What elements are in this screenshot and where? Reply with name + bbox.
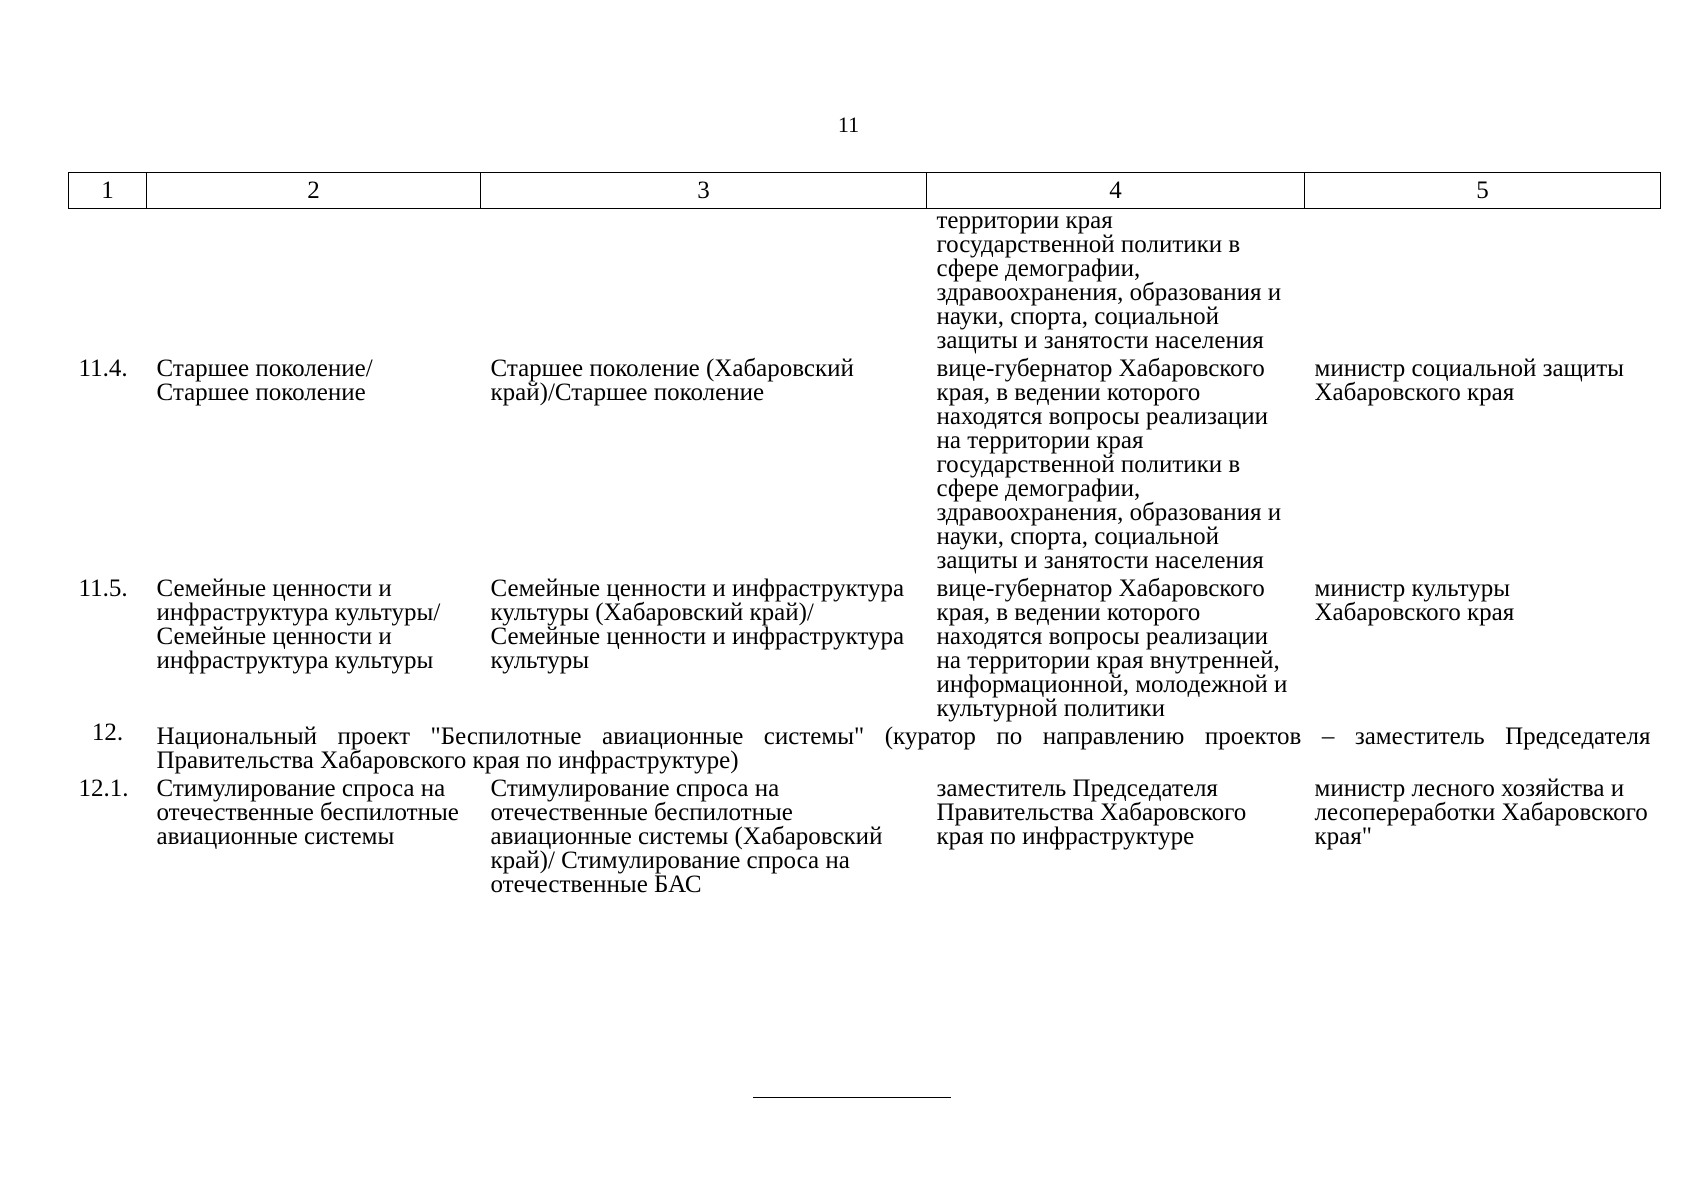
- continuation-curator-cell: территории края государственной политики в сфере демографии, здравоохранения, образования и науки, спорта, социальной защиты и занятости населения: [936, 207, 1282, 354]
- page-number: 11: [837, 112, 860, 137]
- regional-project-name: Семейные ценности и инфраструктура культуры (Хабаровский край)/Семейные ценности и инфраструктура культуры: [490, 575, 905, 674]
- row-number: 11.4.: [78, 355, 128, 382]
- regional-project-name: Стимулирование спроса на отечественные беспилотные авиационные системы (Хабаровский край)/ Стимулирование спроса на отечественные БАС: [490, 775, 883, 898]
- table-row-12: [69, 721, 1661, 773]
- header-col-5: 5: [1305, 173, 1661, 209]
- header-col-3: 3: [481, 173, 927, 209]
- national-project-title: Национальный проект "Беспилотные авиационные системы" (куратор по направлению проектов – заместитель Председателя Правительства Хабаровского края по инфраструктуре): [156, 723, 1651, 774]
- continuation-regional-cell: [481, 209, 927, 354]
- continuation-row: [69, 209, 1661, 354]
- project-head: министр культуры Хабаровского края: [1314, 575, 1515, 626]
- end-of-document-rule: [753, 1097, 951, 1098]
- project-head: министр лесного хозяйства и лесопереработки Хабаровского края": [1314, 775, 1648, 850]
- table-row-11-5: [69, 573, 1661, 721]
- header-row: [69, 173, 1661, 209]
- project-name: Семейные ценности и инфраструктура культуры/Семейные ценности и инфраструктура культуры: [156, 575, 441, 674]
- project-curator: вице-губернатор Хабаровского края, в ведении которого находятся вопросы реализации на территории края государственной политики в сфере демографии, здравоохранения, образования и науки, спорта, социальной защиты и занятости населения: [936, 355, 1282, 574]
- continuation-num-cell: [69, 209, 147, 354]
- project-name: Стимулирование спроса на отечественные беспилотные авиационные системы: [156, 775, 459, 850]
- header-col-1: 1: [69, 173, 147, 209]
- project-head: министр социальной защиты Хабаровского края: [1314, 355, 1624, 406]
- row-number: 12.1.: [78, 775, 129, 802]
- table-row-11-4: [69, 353, 1661, 573]
- continuation-name-cell: [147, 209, 481, 354]
- table-row-12-1: [69, 773, 1661, 897]
- project-name: Старшее поколение/ Старшее поколение: [156, 355, 373, 406]
- table-body: [69, 209, 1661, 898]
- regional-project-name: Старшее поколение (Хабаровский край)/Старшее поколение: [490, 355, 854, 406]
- header-col-4: 4: [927, 173, 1305, 209]
- row-number: 12.: [91, 719, 124, 746]
- header-col-2: 2: [147, 173, 481, 209]
- table-header: [69, 173, 1661, 209]
- projects-table: [68, 172, 1661, 897]
- row-number: 11.5.: [78, 575, 128, 602]
- continuation-head-cell: [1305, 209, 1661, 354]
- project-curator: вице-губернатор Хабаровского края, в ведении которого находятся вопросы реализации на территории края внутренней, информационной, молодежной и культурной политики: [936, 575, 1288, 722]
- project-curator: заместитель Председателя Правительства Хабаровского края по инфраструктуре: [936, 775, 1247, 850]
